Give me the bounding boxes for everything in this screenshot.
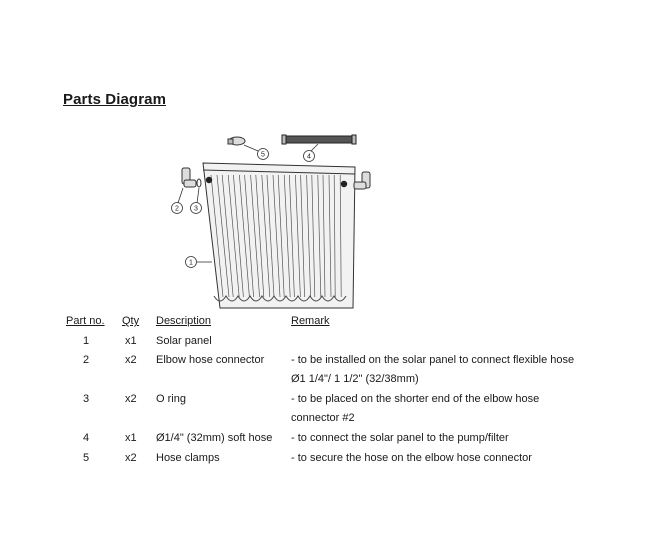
quantity: x1 [125,335,137,347]
part-number: 2 [83,354,90,366]
description: Hose clamps [156,452,220,464]
description: Ø1/4" (32mm) soft hose [156,432,273,444]
remark-line: Ø1 1/4"/ 1 1/2" (32/38mm) [291,373,419,385]
callout-3: 3 [194,205,198,213]
description: O ring [156,393,186,405]
header-part-no: Part no. [66,315,105,327]
part-number: 5 [83,452,90,464]
part-number: 1 [83,335,90,347]
part-number: 4 [83,432,90,444]
callout-4: 4 [307,153,311,161]
part-number: 3 [83,393,90,405]
remark-line: connector #2 [291,412,355,424]
header-qty: Qty [122,315,140,327]
elbow-connector-left [182,168,201,187]
hose-clamp [228,137,245,145]
quantity: x2 [125,354,137,366]
quantity: x1 [125,432,137,444]
header-description: Description [156,315,212,327]
soft-hose [282,135,356,144]
header-remark: Remark [291,315,330,327]
quantity: x2 [125,393,137,405]
callout-1: 1 [189,259,193,267]
elbow-connector-right [354,172,370,189]
callout-2: 2 [175,205,179,213]
remark-line: - to connect the solar panel to the pump/filter [291,432,509,444]
description: Solar panel [156,335,212,347]
solar-panel [203,163,355,308]
remark-line: - to be installed on the solar panel to connect flexible hose [291,354,575,366]
description: Elbow hose connector [156,354,265,366]
remark-line: - to be placed on the shorter end of the elbow hose [291,393,540,405]
quantity: x2 [125,452,137,464]
page-title: Parts Diagram [63,91,167,108]
callout-5: 5 [261,151,265,159]
remark-line: - to secure the hose on the elbow hose connector [291,452,532,464]
